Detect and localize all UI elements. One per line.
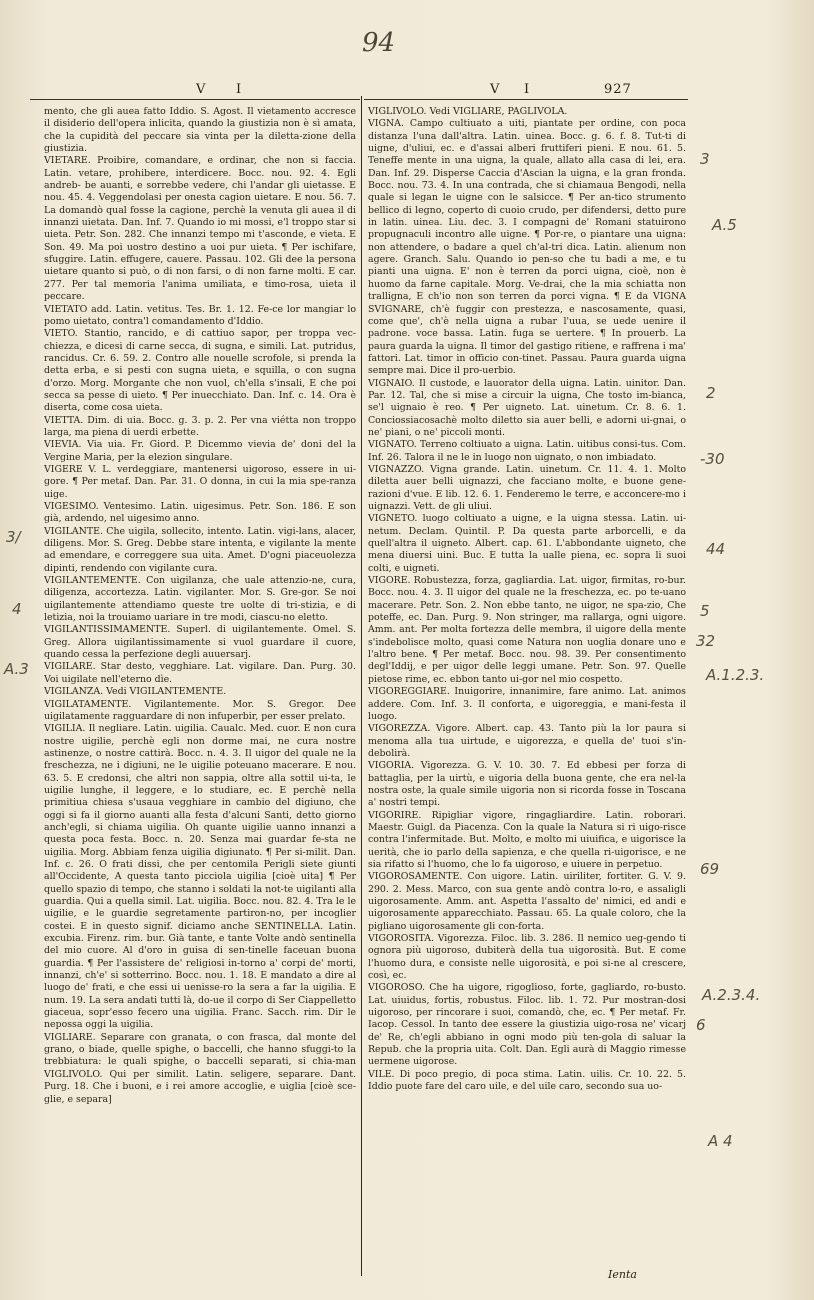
dictionary-entry: VIEVIA. Via uia. Fr. Giord. P. Dicemmo vievia de' doni del la Vergine Maria, per la elezion singulare. bbox=[44, 439, 356, 463]
dictionary-entry: VIGOREZZA. Vigore. Albert. cap. 43. Tanto più la lor paura si menoma alla tua uirtude, e uigorezza, e quella de' tuoi s'in-debolirà. bbox=[368, 723, 686, 759]
right-column-header-i: I bbox=[524, 82, 535, 97]
dictionary-entry: VILE. Di poco pregio, di poca stima. Latin. uilis. Cr. 10. 22. 5. Iddio puote fare del caro uile, e del uile caro, secondo sua uo- bbox=[368, 1068, 686, 1093]
dictionary-entry: VIGLIVOLO. Vedi VIGLIARE, PAGLIVOLA. bbox=[368, 106, 568, 117]
margin-note: A.3 bbox=[4, 660, 29, 678]
margin-note: 32 bbox=[696, 632, 716, 650]
dictionary-entry: VIGOREGGIARE. Inuigorire, innanimire, fare animo. Lat. animos addere. Com. Inf. 3. Il conforta, e uigoreggia, e mani-festa il luogo. bbox=[368, 686, 686, 722]
left-column-header-v: V bbox=[196, 82, 211, 97]
dictionary-entry: VIGILANTEMENTE. Con uigilanza, che uale attenzio-ne, cura, diligenza, accortezza. Latin. vigilanter. Mor. S. Gre-gor. Se noi uigilantemente attendiamo queste tre uolte di tri-stizia, e di letizia, noi la trouiamo uariare in tre modi, ciascu-no eletto. bbox=[44, 575, 356, 624]
dictionary-entry: VIETTA. Dim. di uia. Bocc. g. 3. p. 2. Per vna viétta non troppo larga, ma piena di uerdi erbette. bbox=[44, 414, 356, 438]
dictionary-entry: VIGILANTISSIMAMENTE. Superl. di uigilantemente. Omel. S. Greg. Allora uigilantissimamente si vuol guardare il cuore, quando cessa la perfezione degli auuersarj. bbox=[44, 624, 356, 661]
margin-note: 3/ bbox=[6, 528, 21, 546]
right-column-header-v: V bbox=[490, 82, 505, 97]
catchword: Ienta bbox=[608, 1268, 637, 1281]
dictionary-entry: VIGNATO. Terreno coltiuato a uigna. Latin. uitibus consi-tus. Com. Inf. 26. Talora il ne le in luogo non uignato, o non imbiadato. bbox=[368, 439, 686, 463]
dictionary-entry: VIGERE V. L. verdeggiare, mantenersi uigoroso, essere in ui-gore. ¶ Per metaf. Dan. Par. 31. O donna, in cui la mia spe-ranza uige. bbox=[44, 463, 356, 500]
margin-note: A.5 bbox=[712, 216, 737, 234]
dictionary-entry: VIGOROSAMENTE. Con uigore. Latin. uiriliter, fortiter. G. V. 9. 290. 2. Mess. Marco, con sua gente andò contra lo-ro, e assaligli uigorosamente. Amm. ant. Aspetta l'assalto de' nimici, ed andi e uigorosamente apparecchiato. Passau. 65. La quale coloro, che la pigliano uigorosamente gli con-forta. bbox=[368, 871, 686, 932]
dictionary-entry: VIGILANTE. Che uigila, sollecito, intento. Latin. vigi-lans, alacer, diligens. Mor. S. Greg. Debbe stare intenta, e vigilante la mente ad emendare, e correggere sua uita. Amet. D'ogni piaceuolezza dipinti, rendendo con vigilante cura. bbox=[44, 525, 356, 574]
left-column-header-i: I bbox=[236, 82, 247, 97]
margin-note: 69 bbox=[700, 860, 720, 878]
dictionary-entry: VIGOROSITA. Vigorezza. Filoc. lib. 3. 286. Il nemico ueg-gendo ti ognora più uigoroso, dubiterà della tua uigorosità. But. E come l'huomo dura, e consiste nelle uigorosità, e poi si-ne al crescere, così, ec. bbox=[368, 933, 686, 982]
dictionary-entry: VIGNAZZO. Vigna grande. Latin. uinetum. Cr. 11. 4. 1. Molto diletta auer belli uignazzi, che facciano molte, e buone gene-razioni d'vue. E lib. 12. 6. 1. Fenderemo le terre, e acconcere-mo i uignazzi. Vett. de gli uliui. bbox=[368, 463, 686, 512]
left-header-rule bbox=[30, 99, 360, 100]
margin-note: 4 bbox=[12, 600, 22, 618]
margin-note: 2 bbox=[706, 384, 716, 402]
margin-note: 5 bbox=[700, 602, 710, 620]
margin-note: 44 bbox=[706, 540, 726, 558]
dictionary-entry: VIGORIA. Vigorezza. G. V. 10. 30. 7. Ed ebbesi per forza di battaglia, per la uirtù, e uigoria della buona gente, che era nel-la nostra oste, la quale simile uigoria non si ricorda fosse in Toscana a' nostri tempi. bbox=[368, 760, 686, 809]
dictionary-entry: VIGILANZA. Vedi VIGILANTEMENTE. bbox=[44, 686, 227, 698]
left-column bbox=[44, 106, 356, 1256]
dictionary-entry: VIETARE. Proibire, comandare, e ordinar, che non si faccia. Latin. vetare, prohibere, interdicere. Bocc. nou. 92. 4. Egli andreb- be auanti, e sorrebbe vedere, chi l'andar gli uietasse. E nou. 45. 4. Veggendolasi per onesta cagion uietare. E nou. 56. 7. La domandò qual fosse la cagione, perchè la venuta gli auea il di innanzi uietata. Dan. Inf. 7. Quando io mi mossi, e'l troppo star si uieta. Petr. Son. 282. Che innanzi tempo mi t'asconde, e vieta. E Son. 49. Ma poi uostro destino a uoi pur uieta. ¶ Per ischifare, sfuggire. Latin. effugere, cauere. Passau. 102. Gli dee la persona uietare quanto si può, o di non farsi, o di non farne molti. E car. 277. Per tal memoria l'anima umiliata, e timo-rosa, uieta il peccare. bbox=[44, 155, 356, 303]
dictionary-entry: VIGORE. Robustezza, forza, gagliardia. Lat. uigor, firmitas, ro-bur. Bocc. nou. 4. 3. Il uigor del quale ne la freschezza, ec. po te-uano macerare. Petr. Son. 2. Non ebbe tanto, ne uigor, ne spa-zio, Che poteffe, ec. Dan. Purg. 9. Non stringer, ma rallarga, ogni uigore. Amm. ant. Per molta fortezza delle membra, il uigore della mente s'indebolisce molto, quasi come Natura non uoglia donare uno e l'altro bene. ¶ Per metaf. Bocc. nou. 98. 39. Per consentimento degl'Iddij, e per uigor delle leggi umane. Petr. Son. 97. Quelle pietose rime, ec. ebbon tanto ui-gor nel mio cospetto. bbox=[368, 575, 686, 685]
dictionary-entry: VIGILATAMENTE. Vigilantemente. Mor. S. Gregor. Dee uigilatamente ragguardare di non infuperbir, per esser prelato. bbox=[44, 698, 356, 722]
margin-note: 6 bbox=[696, 1016, 706, 1034]
dictionary-entry: VIGILIA. Il negliare. Latin. uigilia. Caualc. Med. cuor. E non cura nostre uigilie, perchè egli non dorme mai, ne cura nostre astinenze, o nostre cattirà. Bocc. n. 4. 3. Il uigor del quale ne la freschezza, ne i digiuni, ne le uigilie poteuano macerare. E nou. 63. 5. E credonsi, che altri non sappia, oltre alla sottil ui-ta, le uigilie lunghe, il leggere, e lo studiare, ec. E perchè nella primitiua chiesa s'usaua vegghiare in cambio del digiuno, che oggi si fa il giorno auanti alla festa d'alcuni Santi, detto giorno anch'egli, si chiama uigilia. Oh quante uigilie uanno innanzi a questa poca festa. Bocc. n. 20. Senza mai guardar fe-sta ne uigilia. Morg. Abbiam fenza uigilia digiunato. ¶ Per si-milit. Dan. Inf. c. 26. O frati dissi, che per centomila Perigli siete giunti all'Occidente, A questa tanto picciola uigilia [cioè uita] ¶ Per quello spazio di tempo, che stanno i soldati la not-te uigilanti alla guardia. Qui a quella simil. Lat. uigilia. Bocc. nou. 82. 4. Tra le le uigilie, e le guardie segretamente partiron-no, per incoglier costei. E in questo signif. diciamo anche SENTINELLA. Latin. excubia. Firenz. rim. bur. Già tante, e tante Volte andò sentinella del mio cuore. Al d'oro in guisa di sen-tinelle faceuan buona guardia. ¶ Per l'assistere de' religiosi in-torno a' corpi de' morti, innanzi, ch'e' si sotterrino. Bocc. nou. 1. 18. E mandato a dire al luogo de' frati, e che essi ui uenisse-ro la sera a far la uigilia. E num. 19. La sera andati tutti là, do-ue il corpo di Ser Ciappelletto giaceua, sopr'esso fecero una uigilia. Franc. Sacch. rim. Dir le nepossa oggi la uigilia. bbox=[44, 723, 356, 1031]
printed-page-number: 927 bbox=[604, 82, 632, 97]
margin-note: 3 bbox=[700, 150, 710, 168]
column-divider bbox=[361, 96, 362, 1276]
dictionary-entry: VIGILARE. Star desto, vegghiare. Lat. vigilare. Dan. Purg. 30. Voi uigilate nell'eterno dìe. bbox=[44, 661, 356, 685]
dictionary-entry: VIETO. Stantio, rancido, e di cattiuo sapor, per troppa vec-chiezza, e dicesi di carne secca, di sugna, e simili. Lat. putridus, rancidus. Cr. 6. 59. 2. Contro alle nouelle scrofole, si prenda la detta erba, e si pesti con sugna uieta, e squilla, o con sugna d'orzo. Morg. Morgante che non vuol, ch'ella s'insali, E che poi secca sa pesse di uieto. ¶ Per inuecchiato. Dan. Inf. c. 14. Ora è diserta, come cosa uieta. bbox=[44, 328, 356, 414]
dictionary-entry: VIGNA. Campo cultiuato a uiti, piantate per ordine, con poca distanza l'una dall'altra. Latin. uinea. Bocc. g. 6. f. 8. Tut-ti di uigne, d'uliui, ec. e d'assai alberi fruttiferi pieni. E nou. 61. 5. Teneffe mente in una uigna, la quale, allato alla casa di lei, era. Dan. Inf. 29. Disperse Caccia d'Ascian la uigna, e la gran fronda. Bocc. nou. 73. 4. In una contrada, che si chiamaua Bengodi, nella quale si legan le uigne con le salsicce. ¶ Per an-tico strumento bellico di legno, coperto di cuoio crudo, per difendersi, detto pure in latin. uinea. Liu. dec. 3. I compagni de' Romani statuirono propugnaculi incontro alle uigne. ¶ Por-re, o piantare una uigna: non attendere, o badare a quel ch'al-tri dica. Latin. alienum non agere. Granch. Salu. Quando io pen-so che tu badi a me, e tu pianti una uigna. E' non è terren da porci uigna, cioè, non è huomo da farne capitale. Morg. Ve-drai, che la mia schiatta non tralligna, E ch'io non son terren da porci vigna. ¶ E da VIGNA SVIGNARE, ch'è fuggir con prestezza, e nascosamente, quasi, come que', ch'è nella uigna a rubar l'uua, se uede uenire il padrone. voce bassa. Latin. fuga se uertere. ¶ In prouerb. La paura guarda la uigna. Il timor del gastigo ritiene, e raffrena i ma' fattori. Lat. timor in officio con-tinet. Passau. Paura guarda uigna sempre mai. Dice il pro-uerbio. bbox=[368, 118, 686, 377]
handwritten-page-number: 94 bbox=[362, 28, 396, 58]
margin-note: -30 bbox=[700, 450, 725, 468]
dictionary-entry: VIETATO add. Latin. vetitus. Tes. Br. 1. 12. Fe-ce lor mangiar lo pomo uietato, contra'l comandamento d'Iddio. bbox=[44, 303, 356, 327]
dictionary-entry: VIGORIRE. Ripigliar vigore, ringagliardire. Latin. roborari. Maestr. Guigl. da Piacenza. Con la quale la Natura si ri uigo-risce contra l'infermitade. But. Molto, e molto mi uiuifica, e uigorisce la uerità, che io parlo della sapienza, e che quella ri-uigorisce, e ne sia rifatto si l'huomo, che lo fa uigoroso, e uiuere in perpetuo. bbox=[368, 809, 686, 870]
right-column bbox=[368, 106, 686, 1256]
margin-note: A.2.3.4. bbox=[702, 986, 761, 1004]
dictionary-entry: VIGOROSO. Che ha uigore, rigoglioso, forte, gagliardo, ro-busto. Lat. uiuidus, fortis, robustus. Filoc. lib. 1. 72. Pur mostran-dosi uigoroso, per rincorare i suoi, comandò, che, ec. ¶ Per metaf. Fr. Iacop. Cessol. In tanto dee essere la giustizia uigo-rosa ne' vicarj de' Re, ch'egli abbiano in ogni modo più ten-gola di saluar la Repub. che la propria uita. Colt. Dan. Egli aurà di Maggio rimesse uermene uigorose. bbox=[368, 982, 686, 1068]
dictionary-entry: mento, che gli auea fatto Iddio. S. Agost. Il vietamento accresce il disiderio dell'opera inlicita, quando la giustizia non è sì amata, che la cupidità del peccare sia vinta per la diletta-zione della giustizia. bbox=[44, 106, 356, 155]
dictionary-entry: VIGESIMO. Ventesimo. Latin. uigesimus. Petr. Son. 186. E son già, ardendo, nel uigesimo anno. bbox=[44, 501, 356, 525]
right-header-rule bbox=[364, 99, 688, 100]
margin-note: A.1.2.3. bbox=[706, 666, 765, 684]
dictionary-entry: VIGNAIO. Il custode, e lauorator della uigna. Latin. uinitor. Dan. Par. 12. Tal, che si mise a circuir la uigna, Che tosto im-bianca, se'l uignaio è reo. ¶ Per uigneto. Lat. uinetum. Cr. 8. 6. 1. Conciossiacosachè molto diletto sia auer belli, e adorni ui-gnai, o ne' piani, o ne' piccoli monti. bbox=[368, 377, 686, 438]
margin-note: A 4 bbox=[708, 1132, 733, 1150]
dictionary-entry: VIGNETO. luogo coltiuato a uigne, e la uigna stessa. Latin. ui-netum. Declam. Quintil. P. Da questa parte arborcelli, e da quell'altra il uigneto. Albert. cap. 61. L'abbondante uigneto, che mena diuersi uini. Buc. E tutta la ualle piena, ec. sopra li suoi colti, e uigneti. bbox=[368, 513, 686, 574]
dictionary-entry: VIGLIARE. Separare con granata, o con frasca, dal monte del grano, o biade, quelle spighe, o baccelli, che hanno sfuggi-to la trebbiatura: le quali spighe, o baccelli separati, si chia-man VIGLIVOLO. Qui per similit. Latin. seligere, separare. Dant. Purg. 18. Che i buoni, e i rei amore accoglie, e uiglia [cioè sce-glie, e separa] bbox=[44, 1031, 356, 1105]
